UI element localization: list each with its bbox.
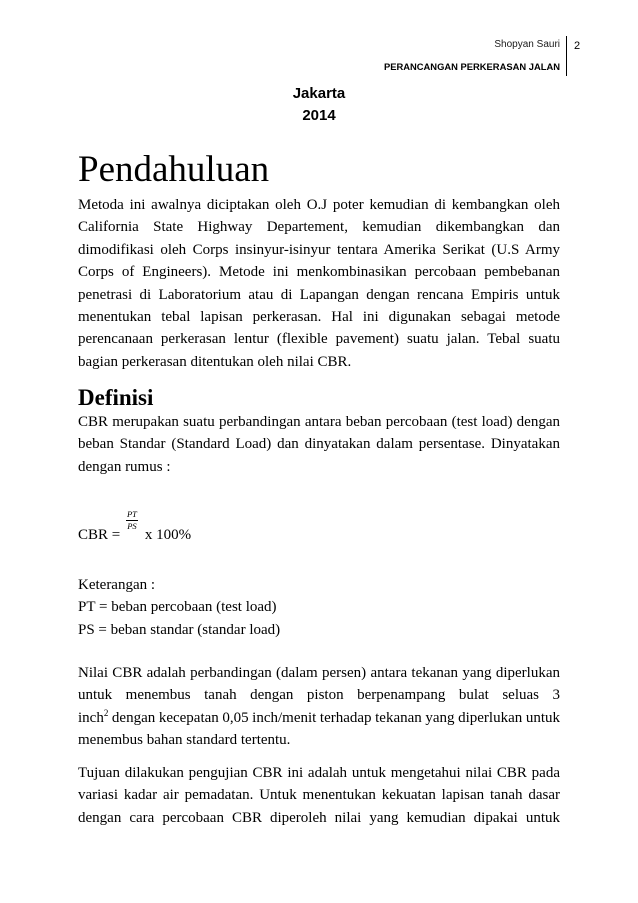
paragraph-line: bagian perkerasan ditentukan oleh nilai CBR. [78,353,352,370]
paragraph-line: Corps of Engineers). Metode ini menkombinasikan percobaan pembebanan [78,264,560,281]
paragraph-line: Nilai CBR adalah perbandingan (dalam persen) antara tekanan yang diperlukan [78,665,560,681]
paragraph-line: menentukan tebal lapisan perkerasan. Hal ini digunakan sebagai metode [78,308,560,325]
header-divider [566,36,567,76]
nilai-cbr-paragraph [78,662,560,752]
section-heading-pendahuluan: Pendahuluan [78,149,270,190]
paragraph-line: dimodifikasi oleh Corps insinyur-isinyur tentara Amerika Serikat (U.S Army [78,241,560,258]
paragraph-line: dengan cara percobaan CBR diperoleh nilai yang kemudian dipakai untuk [78,809,560,826]
formula-fraction [126,510,138,531]
paragraph-line: variasi kadar air pemadatan. Untuk menentukan kekuatan lapisan tanah dasar [78,787,560,804]
formula-rhs: x 100% [144,527,192,543]
paragraph-line: penetrasi di Laboratorium atau di Lapangan dengan rencana Empiris untuk [78,286,560,303]
paragraph-line: perencanaan perkerasan lentur (flexible pavement) suatu jalan. Tebal suatu [78,331,560,348]
paragraph-line: dengan rumus : [78,458,171,475]
paragraph-line [78,707,560,729]
year-label: 2014 [302,107,336,124]
formula-denominator: PS [127,521,137,531]
section-heading-definisi: Definisi [78,385,154,410]
unit-superscript: 2 [103,707,109,718]
page-number: 2 [574,40,581,52]
paragraph-line: menembus bahan standard tertentu. [78,732,291,749]
tujuan-paragraph [78,762,560,829]
definisi-paragraph [78,411,560,478]
keterangan-item: PT = beban percobaan (test load) [78,599,277,616]
line-text: dengan kecepatan 0,05 inch/menit terhadap tekanan yang diperlukan untuk [111,709,560,726]
keterangan-label: Keterangan : [78,577,156,593]
keterangan-item: PS = beban standar (standar load) [78,621,281,638]
paragraph-line: CBR merupakan suatu perbandingan antara beban percobaan (test load) dengan [78,414,560,430]
cbr-formula [78,509,192,546]
paragraph-line: Tujuan dilakukan pengujian CBR ini adalah untuk mengetahui nilai CBR pada [78,765,560,781]
unit-text: inch [78,709,104,726]
formula-numerator: PT [126,509,137,519]
header-author: Shopyan Sauri [494,39,560,50]
paragraph-line: untuk menembus tanah dengan piston berpenampang bulat seluas 3 [78,687,560,704]
city-label: Jakarta [292,85,346,102]
keterangan-block [78,574,560,641]
pendahuluan-paragraph [78,194,560,373]
paragraph-line: Metoda ini awalnya diciptakan oleh O.J poter kemudian di kembangkan oleh [78,197,560,213]
header-document-title: PERANCANGAN PERKERASAN JALAN [383,61,560,72]
paragraph-line: beban Standar (Standard Load) dan dinyatakan dalam persentase. Dinyatakan [78,436,560,453]
formula-lhs: CBR = [78,527,121,543]
paragraph-line: California State Highway Departement, kemudian dikembangkan dan [78,219,560,236]
